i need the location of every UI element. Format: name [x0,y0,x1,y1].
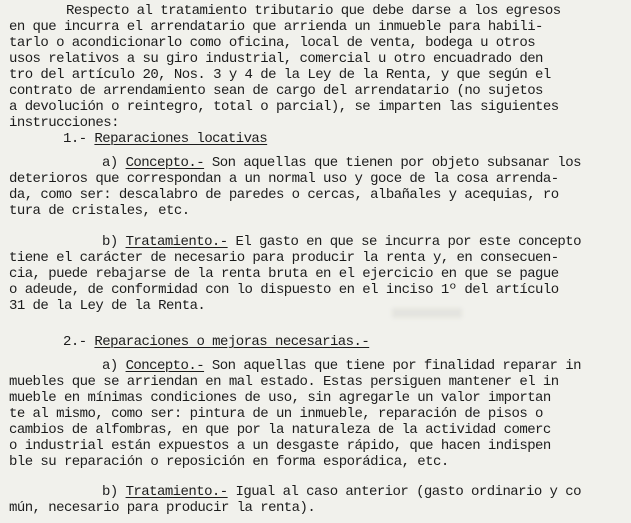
item-text: Igual al caso anterior (gasto ordinario y co [227,484,581,500]
intro-line: Respecto al tratamiento tributario que debe darse a los egresos [66,3,561,19]
item-1b-line: tiene el carácter de necesario para producir la renta y, en consecuen- [9,250,559,266]
item-label: Concepto.- [125,155,205,171]
section-number: 1.- [63,131,95,147]
intro-line: usos relativos a su giro industrial, comercial u otro encuadrado den [9,51,543,67]
item-2b-first-line [102,484,581,500]
item-text: El gasto en que se incurra por este concepto [227,234,581,250]
item-2a-line: o industrial están expuestos a un desgaste rápido, que hacen indispen [9,438,551,454]
item-text: Son aquellas que tienen por objeto subsanar los [204,155,581,171]
item-1a-line: da, como ser: descalabro de paredes o cercas, albañales y acequias, ro [9,187,559,203]
item-2a-line: te al mismo, como ser: pintura de un inmueble, reparación de pisos o [9,406,543,422]
item-label: Tratamiento.- [125,484,228,500]
item-2a-line: muebles que se arriendan en mal estado. Estas persiguen mantener el in [9,374,559,390]
intro-line: tarlo o acondicionarlo como oficina, local de venta, bodega u otros [9,35,536,51]
section-title: Reparaciones locativas [94,131,268,147]
item-1b-line: cia, puede rebajarse de la renta bruta en el ejercicio en que se pague [9,266,559,282]
item-2a-line: ble su reparación o reposición en forma esporádica, etc. [9,454,449,470]
item-marker: b) [102,484,126,500]
section-number: 2.- [63,334,95,350]
item-label: Tratamiento.- [125,234,228,250]
item-2a-first-line [102,358,581,374]
item-label: Concepto.- [125,358,205,374]
item-marker: b) [102,234,126,250]
item-1b-line: 31 de la Ley de la Renta. [9,298,206,314]
intro-line: tro del artículo 20, Nos. 3 y 4 de la Ley de la Renta, y que según el [9,67,551,83]
item-1a-line: tura de cristales, etc. [9,203,190,219]
section-1-heading [63,131,267,147]
item-2a-line: mueble en mínimas condiciones de uso, sin agregarle un valor importan [9,390,551,406]
item-1a-line: deterioros que correspondan a un normal uso y goce de la cosa arrenda- [9,171,559,187]
item-2a-line: cambios de alfombras, en que por la naturaleza de la actividad comerc [9,422,551,438]
item-marker: a) [102,358,126,374]
ink-bleed-smudge [392,308,462,318]
item-2b-line: mún, necesario para producir la renta). [9,500,316,516]
intro-line: en que incurra el arrendatario que arrienda un inmueble para habili- [9,19,543,35]
item-marker: a) [102,155,126,171]
intro-line: contrato de arrendamiento sean de cargo del arrendatario (no sujetos [9,83,543,99]
intro-line: instrucciones: [9,115,119,131]
item-1a-first-line [102,155,581,171]
section-title: Reparaciones o mejoras necesarias.- [94,334,370,350]
intro-line: a devolución o reintegro, total o parcial), se imparten las siguientes [9,99,559,115]
item-1b-line: o adeude, de conformidad con lo dispuesto en el inciso 1º del artículo [9,282,559,298]
item-1b-first-line [102,234,581,250]
item-text: Son aquellas que tiene por finalidad reparar in [204,358,581,374]
section-2-heading [63,334,369,350]
